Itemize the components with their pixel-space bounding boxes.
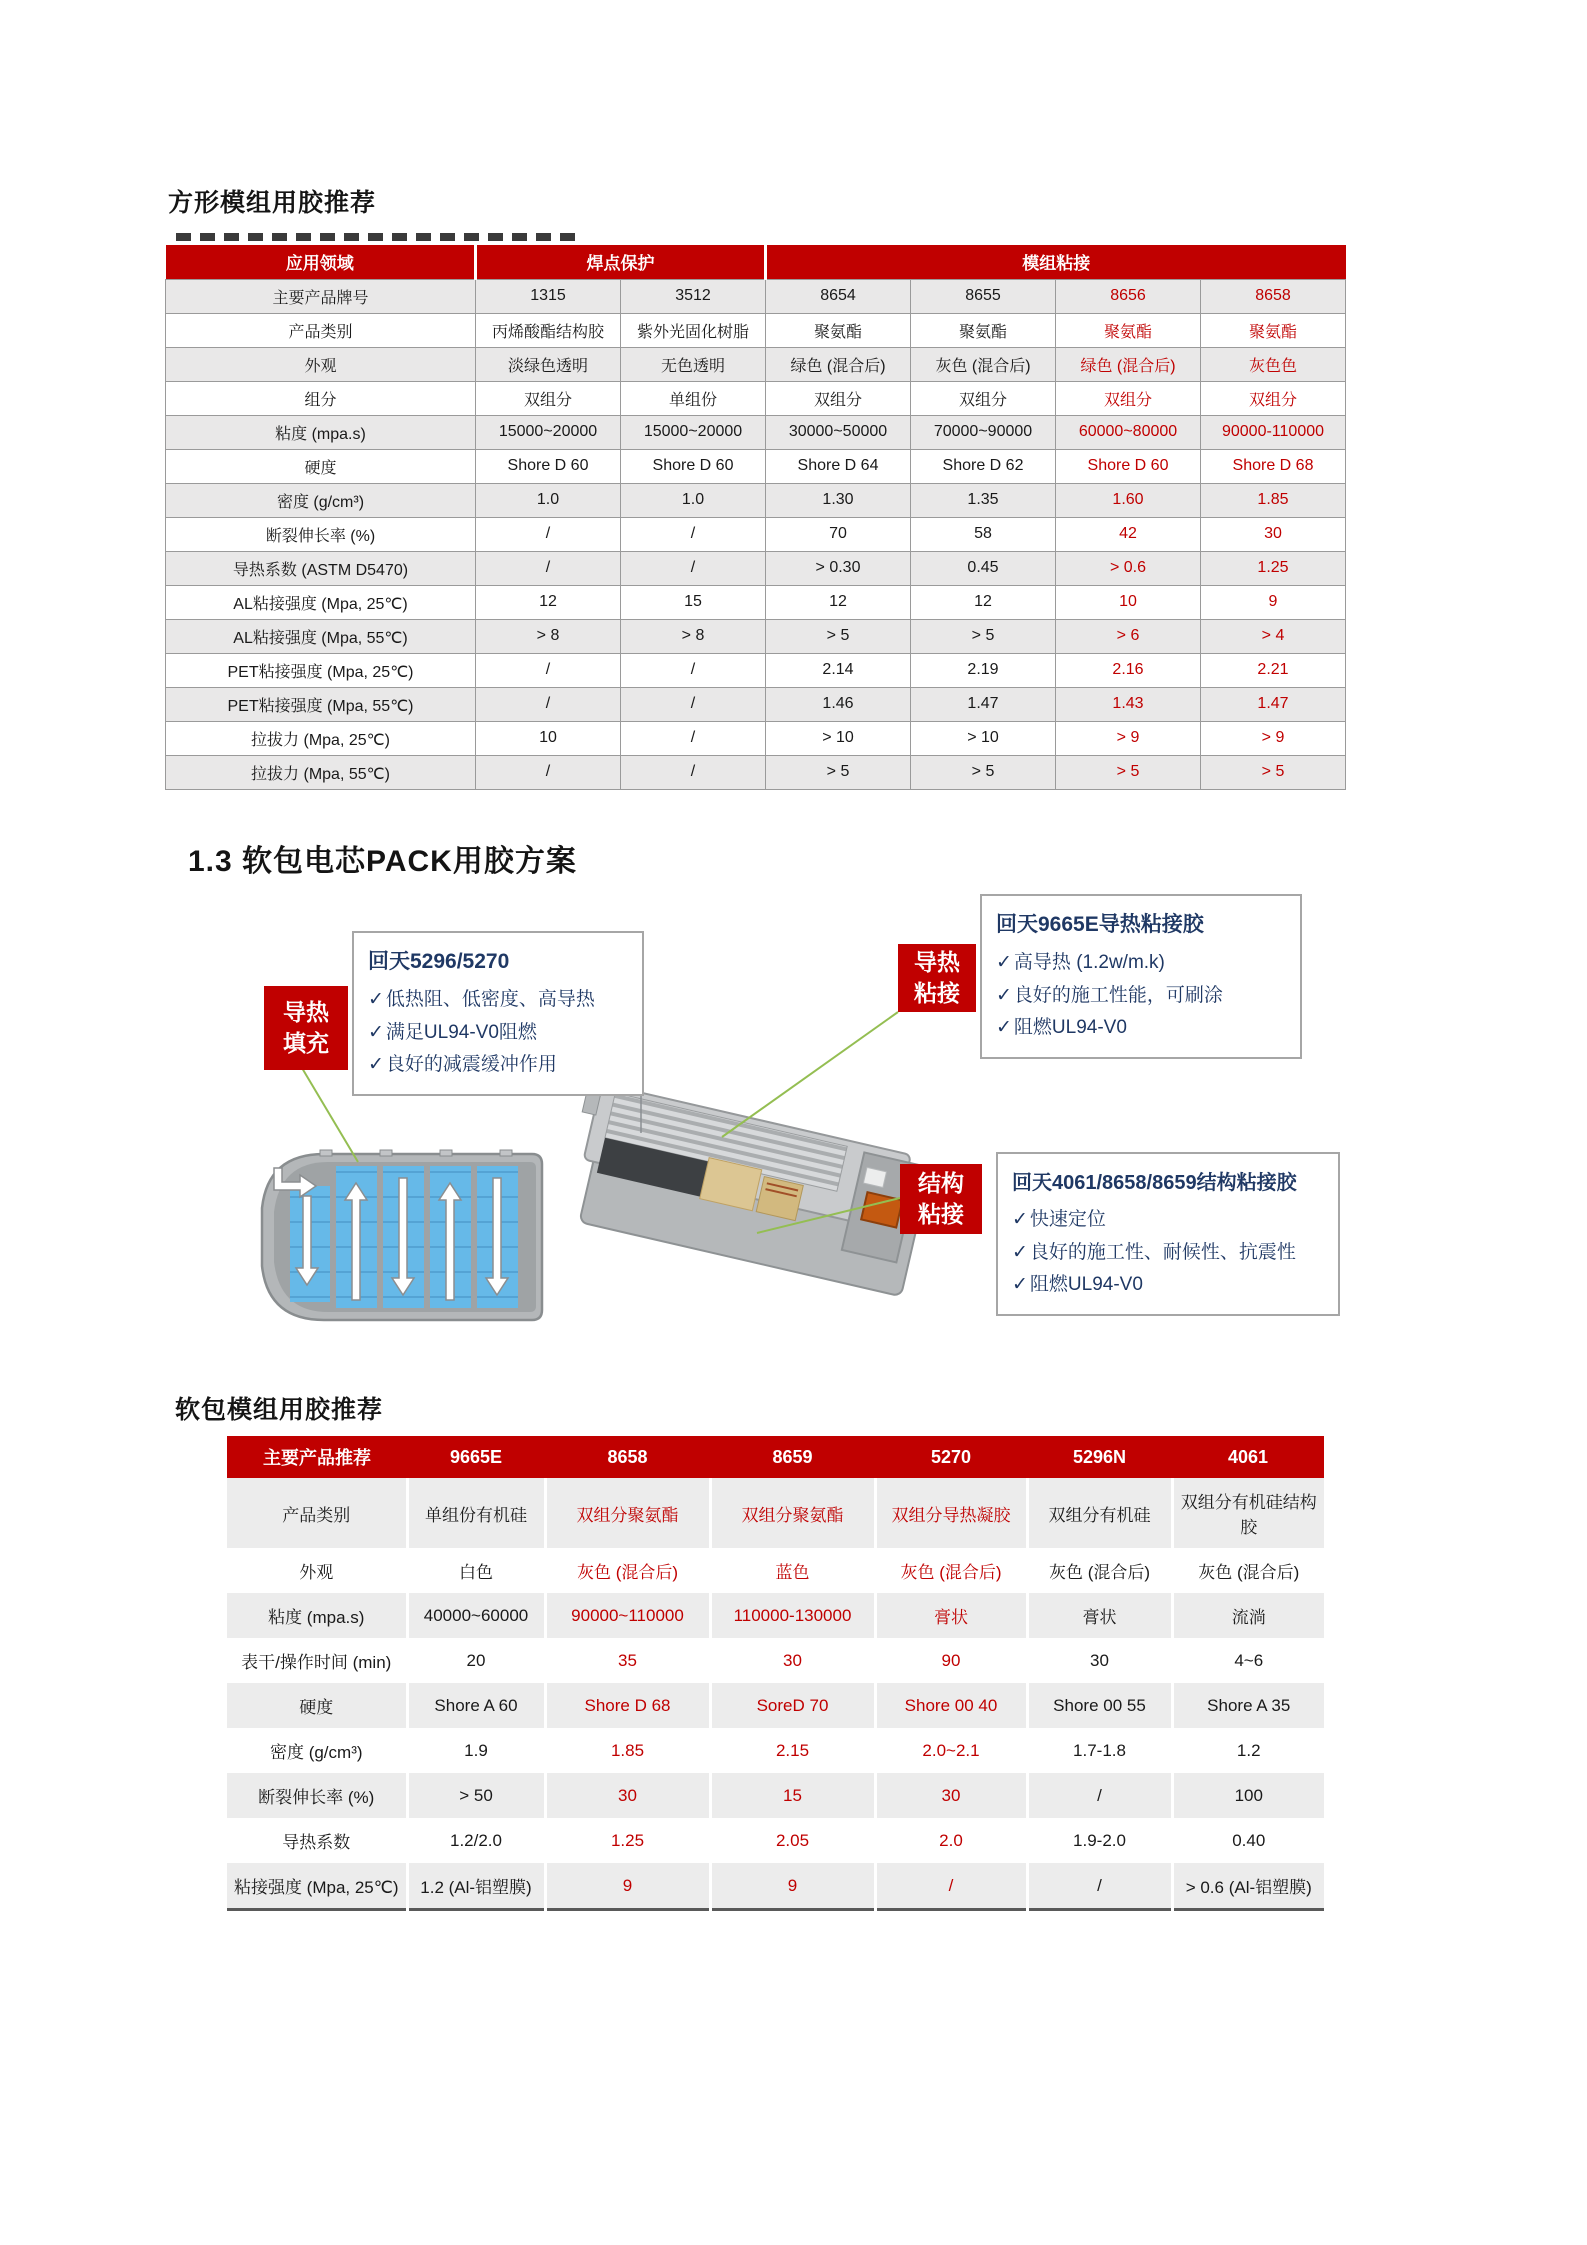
table-row (166, 653, 1346, 687)
cell: / (875, 1863, 1027, 1910)
cell: Shore D 64 (766, 449, 911, 483)
row-label: 断裂伸长率 (%) (227, 1773, 407, 1818)
table-row (166, 687, 1346, 721)
cell: 膏状 (875, 1593, 1027, 1638)
table-row (166, 313, 1346, 347)
cell: 1.85 (1201, 483, 1346, 517)
check-icon: ✓ (368, 1054, 384, 1076)
cell: 双组分 (476, 381, 621, 415)
cell: 100 (1172, 1773, 1324, 1818)
cell: 双组分 (911, 381, 1056, 415)
cell: 灰色 (混合后) (911, 347, 1056, 381)
cell: 2.0 (875, 1818, 1027, 1863)
tag-line: 粘接 (918, 1201, 964, 1227)
cell: 1.9 (407, 1728, 545, 1773)
cell: 30 (875, 1773, 1027, 1818)
cell: 1.2 (1172, 1728, 1324, 1773)
cell: 1.30 (766, 483, 911, 517)
row-label: 密度 (g/cm³) (227, 1728, 407, 1773)
cell: 1.2 (Al-铝塑膜) (407, 1863, 545, 1910)
occluded-text-fragment (176, 233, 576, 241)
cell: 3512 (621, 279, 766, 313)
table-header (166, 245, 1346, 279)
callout-item (996, 980, 1286, 1013)
cell: 9 (710, 1863, 875, 1910)
cell: 30 (545, 1773, 710, 1818)
cell: 15 (621, 585, 766, 619)
callout-item (368, 984, 628, 1017)
check-icon: ✓ (996, 952, 1012, 973)
tag-line: 粘接 (914, 980, 960, 1006)
callout-item (1012, 1269, 1324, 1302)
cell: 1.0 (621, 483, 766, 517)
row-label: 产品类别 (166, 313, 476, 347)
cell: 1.0 (476, 483, 621, 517)
cell: / (621, 755, 766, 789)
cell: 1.47 (911, 687, 1056, 721)
cell: 双组分 (1201, 381, 1346, 415)
row-label: 硬度 (166, 449, 476, 483)
cell: 膏状 (1027, 1593, 1172, 1638)
table-row (166, 245, 1346, 279)
row-label: 密度 (g/cm³) (166, 483, 476, 517)
callout-item (368, 1049, 628, 1082)
tag-structural-bond (900, 1164, 982, 1234)
row-label: 导热系数 (227, 1818, 407, 1863)
square-module-table-wrap (165, 245, 1346, 790)
cell: 双组分 (1056, 381, 1201, 415)
cell: 聚氨酯 (1201, 313, 1346, 347)
cell: 15000~20000 (476, 415, 621, 449)
header-cell: 4061 (1172, 1436, 1324, 1478)
cell: Shore D 60 (621, 449, 766, 483)
row-label: PET粘接强度 (Mpa, 55℃) (166, 687, 476, 721)
cell: Shore 00 40 (875, 1683, 1027, 1728)
cell: / (476, 755, 621, 789)
cell: > 5 (911, 755, 1056, 789)
cell: 15000~20000 (621, 415, 766, 449)
cell: 15 (710, 1773, 875, 1818)
cell: 1.7-1.8 (1027, 1728, 1172, 1773)
row-label: 硬度 (227, 1683, 407, 1728)
cell: 绿色 (混合后) (1056, 347, 1201, 381)
cell: / (621, 653, 766, 687)
callout-huitian-4061-8658-8659 (996, 1152, 1340, 1316)
cell: > 8 (621, 619, 766, 653)
cell: 1.25 (545, 1818, 710, 1863)
cell: 12 (911, 585, 1056, 619)
cell: 90 (875, 1638, 1027, 1683)
cell: > 0.30 (766, 551, 911, 585)
cell: Shore A 60 (407, 1683, 545, 1728)
cell: 灰色色 (1201, 347, 1346, 381)
cell: / (476, 517, 621, 551)
section-title-pouch-module: 软包模组用胶推荐 (175, 1396, 384, 1424)
square-module-table (165, 245, 1346, 790)
tag-thermal-fill (264, 986, 348, 1070)
cell: 聚氨酯 (766, 313, 911, 347)
cell: 10 (1056, 585, 1201, 619)
cell: 灰色 (混合后) (1172, 1548, 1324, 1593)
cell: > 9 (1201, 721, 1346, 755)
cell: 双组分聚氨酯 (545, 1478, 710, 1548)
row-label: 拉拔力 (Mpa, 55℃) (166, 755, 476, 789)
cell: 30 (1027, 1638, 1172, 1683)
check-icon: ✓ (1012, 1241, 1028, 1263)
callout-item-text: 良好的施工性能，可刷涂 (1013, 984, 1223, 1006)
cell: 灰色 (混合后) (875, 1548, 1027, 1593)
cell: / (1027, 1773, 1172, 1818)
cell: 30000~50000 (766, 415, 911, 449)
table-row (227, 1593, 1324, 1638)
callout-item-text: 良好的施工性、耐候性、抗震性 (1029, 1241, 1296, 1263)
cell: 聚氨酯 (1056, 313, 1201, 347)
cell: > 5 (766, 619, 911, 653)
cell: 聚氨酯 (911, 313, 1056, 347)
cell: Shore D 60 (1056, 449, 1201, 483)
cell: 9 (1201, 585, 1346, 619)
cell: 2.05 (710, 1818, 875, 1863)
section-heading-pouch-pack-plan: 1.3 软包电芯PACK用胶方案 (188, 845, 577, 878)
cell: / (476, 653, 621, 687)
cell: 8654 (766, 279, 911, 313)
section-title-square-module: 方形模组用胶推荐 (168, 189, 377, 217)
cell: 12 (476, 585, 621, 619)
row-label: 主要产品牌号 (166, 279, 476, 313)
row-label: PET粘接强度 (Mpa, 25℃) (166, 653, 476, 687)
cell: > 10 (766, 721, 911, 755)
callout-huitian-5296-5270 (352, 931, 644, 1096)
cell: > 5 (911, 619, 1056, 653)
row-label: 外观 (166, 347, 476, 381)
cell: 30 (1201, 517, 1346, 551)
cell: 58 (911, 517, 1056, 551)
row-label: 产品类别 (227, 1478, 407, 1548)
callout-item-text: 满足UL94-V0阻燃 (385, 1021, 537, 1043)
cell: Shore D 68 (1201, 449, 1346, 483)
header-cell: 9665E (407, 1436, 545, 1478)
table-header (227, 1436, 1324, 1478)
cell: > 5 (766, 755, 911, 789)
cell: 12 (766, 585, 911, 619)
cell: / (476, 551, 621, 585)
cell: 1.46 (766, 687, 911, 721)
table-row (227, 1683, 1324, 1728)
row-label: 粘接强度 (Mpa, 25℃) (227, 1863, 407, 1910)
cell: 70000~90000 (911, 415, 1056, 449)
cell: 30 (710, 1638, 875, 1683)
cell: 2.21 (1201, 653, 1346, 687)
header-cell: 焊点保护 (476, 245, 766, 279)
cell: 双组分有机硅结构胶 (1172, 1478, 1324, 1548)
header-cell: 8659 (710, 1436, 875, 1478)
table-row (227, 1638, 1324, 1683)
table-row (227, 1436, 1324, 1478)
cell: 0.45 (911, 551, 1056, 585)
cell: / (621, 551, 766, 585)
cell: 2.0~2.1 (875, 1728, 1027, 1773)
callout-title: 回天5296/5270 (368, 950, 510, 973)
battery-pack-tray-image (250, 1148, 550, 1326)
tag-thermal-bond (898, 944, 976, 1012)
cell: 2.15 (710, 1728, 875, 1773)
cell: 1.47 (1201, 687, 1346, 721)
pouch-module-table (227, 1436, 1324, 1911)
cell: 2.16 (1056, 653, 1201, 687)
cell: 1.2/2.0 (407, 1818, 545, 1863)
callout-item (996, 947, 1286, 980)
table-row (166, 415, 1346, 449)
header-cell: 5270 (875, 1436, 1027, 1478)
tag-line: 结构 (918, 1169, 964, 1196)
cell: 灰色 (混合后) (545, 1548, 710, 1593)
table-row (166, 449, 1346, 483)
cell: 1.35 (911, 483, 1056, 517)
cell: 无色透明 (621, 347, 766, 381)
cell: > 0.6 (Al-铝塑膜) (1172, 1863, 1324, 1910)
table-row (166, 755, 1346, 789)
callout-item (1012, 1237, 1324, 1270)
table-row (166, 619, 1346, 653)
cell: 丙烯酸酯结构胶 (476, 313, 621, 347)
table-row (166, 585, 1346, 619)
header-cell: 应用领域 (166, 245, 476, 279)
callout-item-text: 阻燃UL94-V0 (1013, 1017, 1127, 1039)
row-label: 断裂伸长率 (%) (166, 517, 476, 551)
cell: 8655 (911, 279, 1056, 313)
row-label: 导热系数 (ASTM D5470) (166, 551, 476, 585)
cell: 2.19 (911, 653, 1056, 687)
cell: 双组分导热凝胶 (875, 1478, 1027, 1548)
cell: 40000~60000 (407, 1593, 545, 1638)
cell: 35 (545, 1638, 710, 1683)
cell: 单组份 (621, 381, 766, 415)
table-row (166, 517, 1346, 551)
row-label: AL粘接强度 (Mpa, 25℃) (166, 585, 476, 619)
cell: 1.9-2.0 (1027, 1818, 1172, 1863)
callout-item-text: 低热阻、低密度、高导热 (385, 989, 595, 1010)
cell: 90000~110000 (545, 1593, 710, 1638)
cell: > 5 (1201, 755, 1346, 789)
tag-line: 导热 (283, 998, 329, 1025)
check-icon: ✓ (1012, 1209, 1028, 1230)
cell: / (476, 687, 621, 721)
cell: 绿色 (混合后) (766, 347, 911, 381)
check-icon: ✓ (368, 1021, 384, 1043)
cell: 2.14 (766, 653, 911, 687)
table-row (227, 1773, 1324, 1818)
header-cell: 模组粘接 (766, 245, 1346, 279)
check-icon: ✓ (1012, 1274, 1028, 1296)
callout-title: 回天9665E导热粘接胶 (996, 913, 1204, 936)
cell: 8656 (1056, 279, 1201, 313)
header-cell: 5296N (1027, 1436, 1172, 1478)
callout-item (1012, 1204, 1324, 1237)
cell: Shore A 35 (1172, 1683, 1324, 1728)
cell: 0.40 (1172, 1818, 1324, 1863)
cell: 90000-110000 (1201, 415, 1346, 449)
callout-title: 回天4061/8658/8659结构粘接胶 (1012, 1172, 1297, 1194)
cell: > 6 (1056, 619, 1201, 653)
cell: 紫外光固化树脂 (621, 313, 766, 347)
cell: 双组分有机硅 (1027, 1478, 1172, 1548)
check-icon: ✓ (996, 1017, 1012, 1039)
table-row (166, 483, 1346, 517)
cell: / (621, 517, 766, 551)
cell: 1.85 (545, 1728, 710, 1773)
cell: Shore D 68 (545, 1683, 710, 1728)
tag-line: 导热 (914, 948, 960, 975)
table-row (166, 347, 1346, 381)
cell: 9 (545, 1863, 710, 1910)
row-label: 组分 (166, 381, 476, 415)
cell: 单组份有机硅 (407, 1478, 545, 1548)
tag-line: 填充 (283, 1030, 329, 1056)
callout-item-text: 高导热 (1.2w/m.k) (1013, 952, 1165, 973)
table-row (166, 381, 1346, 415)
callout-item-text: 良好的减震缓冲作用 (385, 1054, 557, 1076)
cell: 淡绿色透明 (476, 347, 621, 381)
cell: 70 (766, 517, 911, 551)
cell: SoreD 70 (710, 1683, 875, 1728)
pouch-module-table-wrap (227, 1436, 1324, 1911)
cell: 双组分 (766, 381, 911, 415)
cell: > 0.6 (1056, 551, 1201, 585)
table-row (166, 721, 1346, 755)
row-label: 外观 (227, 1548, 407, 1593)
cell: Shore D 60 (476, 449, 621, 483)
cell: 1.43 (1056, 687, 1201, 721)
table-row (227, 1863, 1324, 1910)
cell: 4~6 (1172, 1638, 1324, 1683)
row-label: 表干/操作时间 (min) (227, 1638, 407, 1683)
cell: 蓝色 (710, 1548, 875, 1593)
row-label: 粘度 (mpa.s) (227, 1593, 407, 1638)
callout-item-text: 快速定位 (1029, 1209, 1106, 1230)
table-row (166, 279, 1346, 313)
cell: 8658 (1201, 279, 1346, 313)
cell: / (621, 721, 766, 755)
cell: 双组分聚氨酯 (710, 1478, 875, 1548)
table-row (166, 551, 1346, 585)
cell: 流淌 (1172, 1593, 1324, 1638)
table-row (227, 1818, 1324, 1863)
header-cell: 主要产品推荐 (227, 1436, 407, 1478)
cell: 10 (476, 721, 621, 755)
cell: Shore 00 55 (1027, 1683, 1172, 1728)
cell: 灰色 (混合后) (1027, 1548, 1172, 1593)
cell: 1315 (476, 279, 621, 313)
callout-item (996, 1012, 1286, 1045)
callout-item (368, 1017, 628, 1050)
cell: > 8 (476, 619, 621, 653)
cell: / (1027, 1863, 1172, 1910)
cell: > 50 (407, 1773, 545, 1818)
callout-huitian-9665e (980, 894, 1302, 1059)
cell: 20 (407, 1638, 545, 1683)
table-row (227, 1728, 1324, 1773)
battery-module-image (550, 1068, 945, 1338)
callout-item-text: 阻燃UL94-V0 (1029, 1274, 1143, 1296)
cell: 1.25 (1201, 551, 1346, 585)
table-row (227, 1478, 1324, 1548)
row-label: 粘度 (mpa.s) (166, 415, 476, 449)
cell: > 9 (1056, 721, 1201, 755)
cell: 42 (1056, 517, 1201, 551)
check-icon: ✓ (996, 984, 1012, 1006)
cell: > 5 (1056, 755, 1201, 789)
cell: 60000~80000 (1056, 415, 1201, 449)
row-label: AL粘接强度 (Mpa, 55℃) (166, 619, 476, 653)
cell: 1.60 (1056, 483, 1201, 517)
cell: 110000-130000 (710, 1593, 875, 1638)
cell: / (621, 687, 766, 721)
row-label: 拉拔力 (Mpa, 25℃) (166, 721, 476, 755)
cell: Shore D 62 (911, 449, 1056, 483)
cell: 白色 (407, 1548, 545, 1593)
check-icon: ✓ (368, 989, 384, 1010)
table-row (227, 1548, 1324, 1593)
cell: > 10 (911, 721, 1056, 755)
cell: > 4 (1201, 619, 1346, 653)
header-cell: 8658 (545, 1436, 710, 1478)
